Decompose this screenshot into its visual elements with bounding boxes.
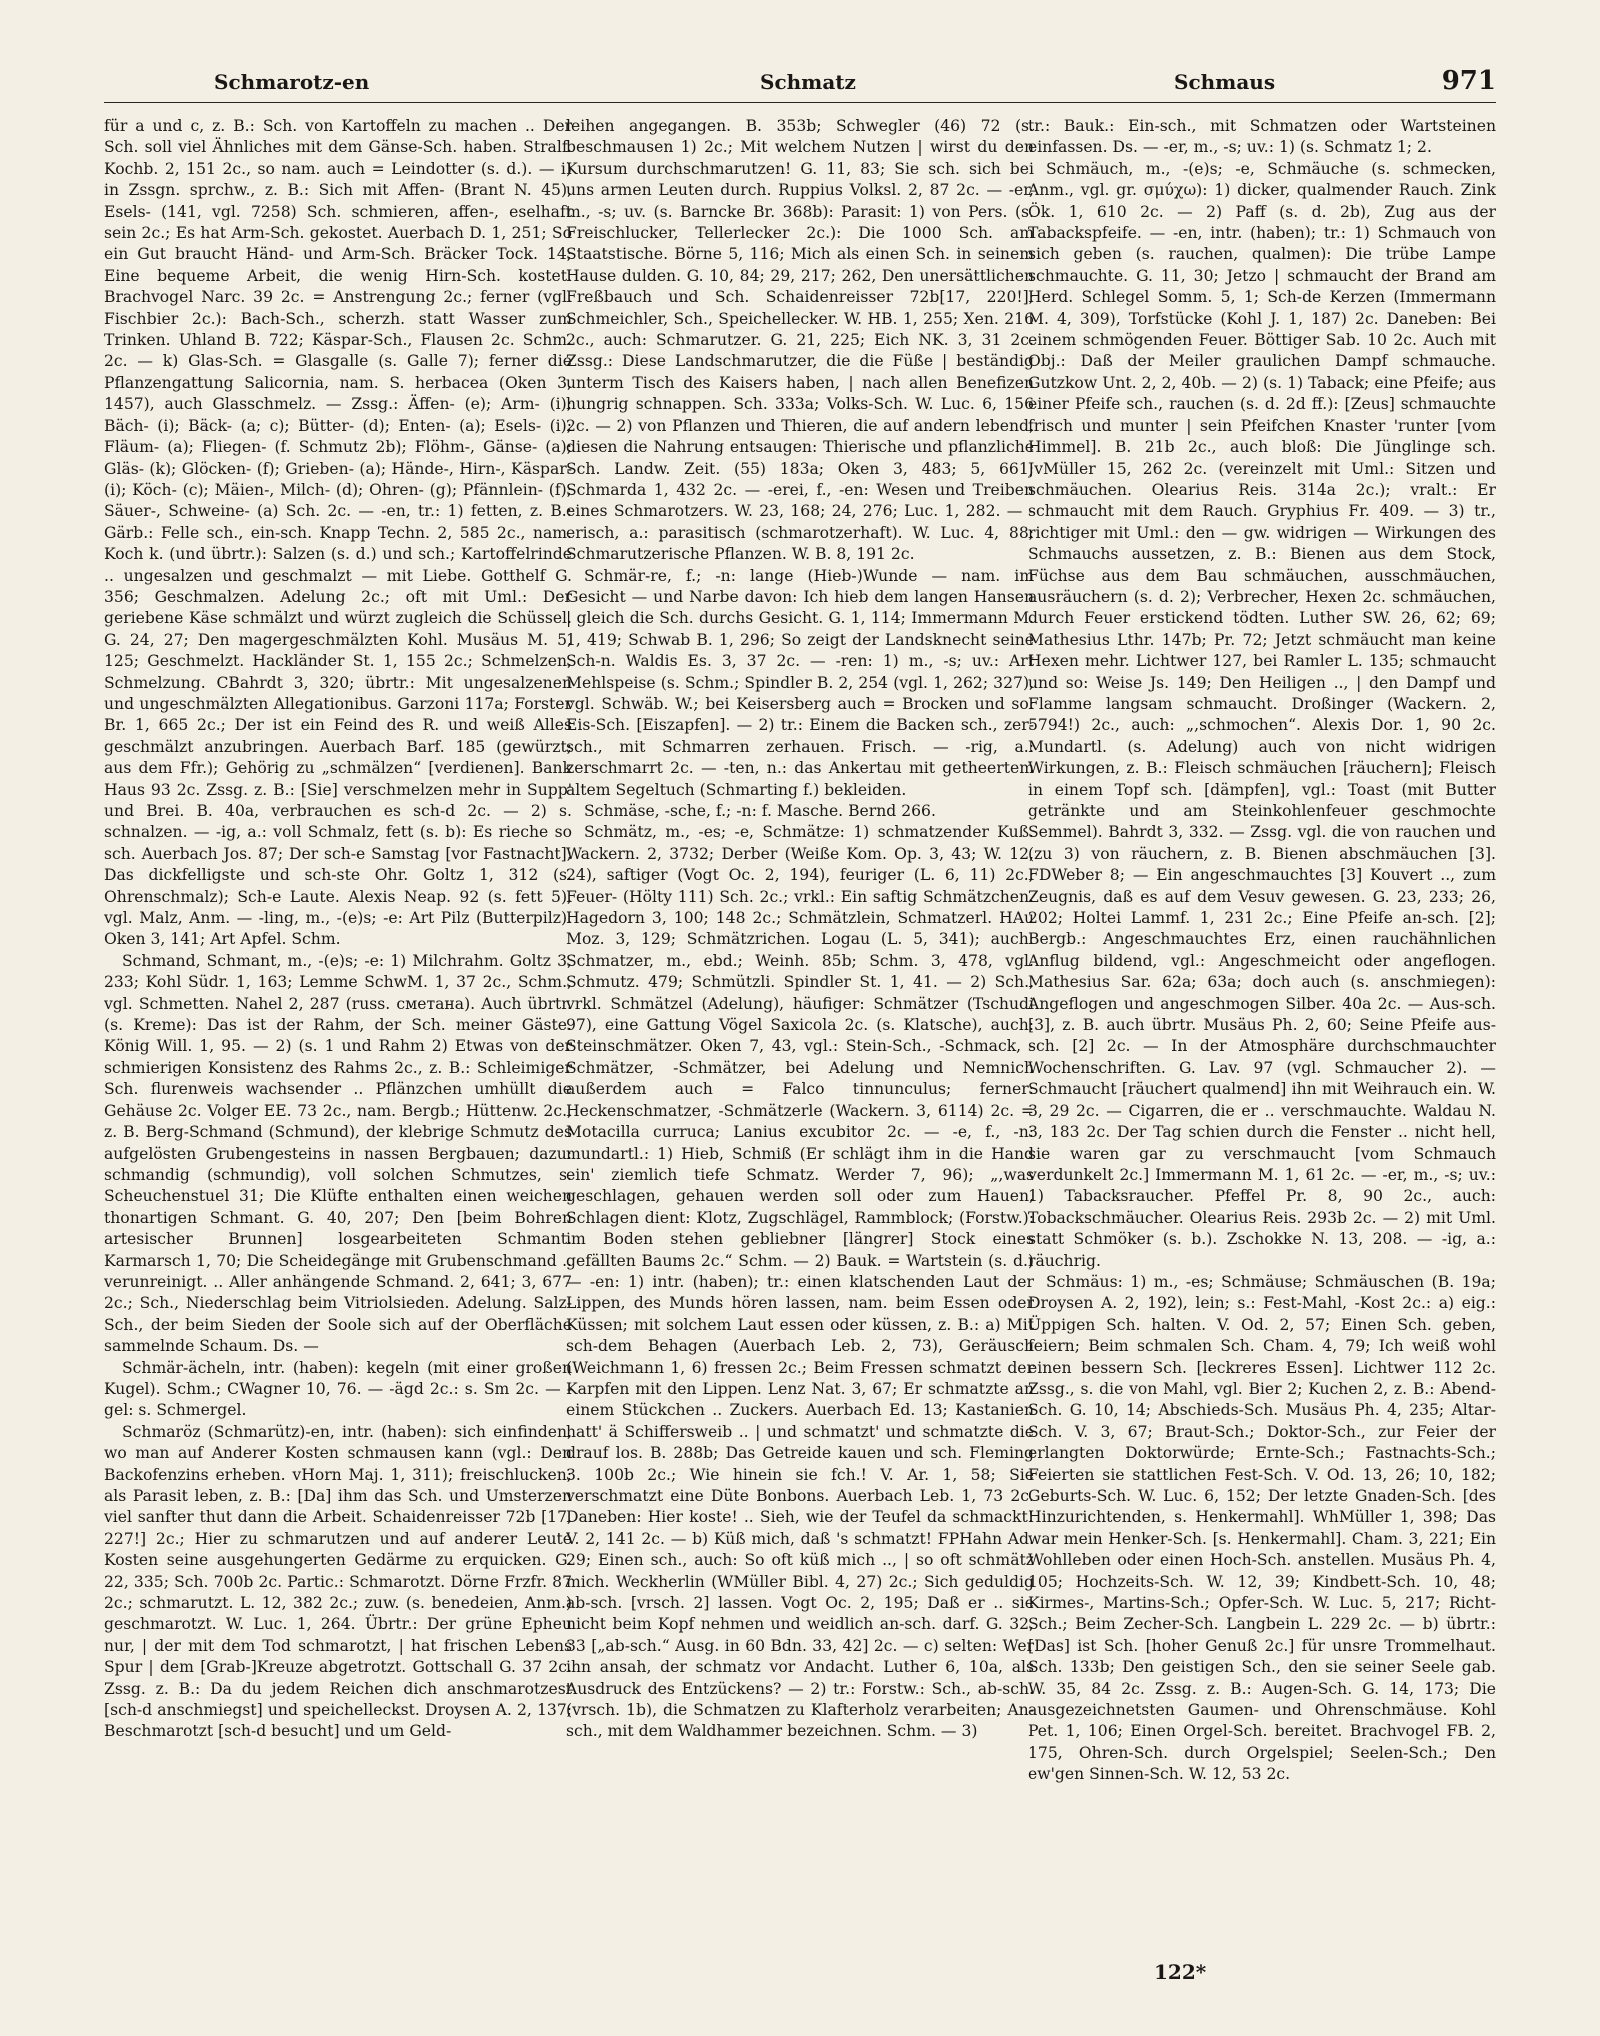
- column-3: [1028, 116, 1496, 1956]
- column-3-paragraph: tr.: Bauk.: Ein-sch., mit Schmatzen oder Wartsteinen einfassen. Ds. — -er, m., -s; uv.: 1) (s. Schmatz 1; 2.: [1028, 117, 1496, 157]
- column-1: [104, 116, 572, 1956]
- header-left-catchword: Schmarotz-en: [214, 70, 370, 94]
- entry-schmaracheln: Schmär-ächeln, intr. (haben): kegeln (mit einer großen Kugel). Schm.; CWagner 10, 76. — -ägd 2c.: s. Sm 2c. — -gel: s. Schmergel.: [104, 1358, 572, 1420]
- header-center-catchword: Schmatz: [760, 70, 856, 94]
- entry-schmatz: Schmätz, m., -es; -e, Schmätze: 1) schmatzender Kuß. Wackern. 2, 3732; Derber (Weiße Kom. Op. 3, 43; W. 12, 24), saftiger (Vogt Oc. 2, 194), feuriger (L. 6, 11) 2c.; Feuer- (Hölty 111) Sch. 2c.; vrkl.: Ein saftig Schmätzchen. Hagedorn 3, 100; 148 2c.; Schmätzlein, Schmatzerl. HAu Moz. 3, 129; Schmätzrichen. Logau (L. 5, 341); auch: Schmatzer, m., ebd.; Weinh. 85b; Schm. 3, 478, vgl. Schmutz. 479; Schmützli. Spindler St. 1, 41. — 2) Sch., vrkl. Schmätzel (Adelung), häufiger: Schmätzer (Tschudi 97), eine Gattung Vögel Saxicola 2c. (s. Klatsche), auch: Steinschmätzer. Oken 7, 43, vgl.: Stein-Sch., -Schmack, -Schmätzer, -Schmätzer, bei Adelung und Nemnich außerdem auch = Falco tinnunculus; ferner: Heckenschmatzer, -Schmätzerle (Wackern. 3, 6114) 2c. = Motacilla curruca; Lanius excubitor 2c. — -e, f., -n: mundartl.: 1) Hieb, Schmiß (Er schlägt ihm in die Hand ein' ziemlich tiefe Schmatz. Werder 7, 96); „,was geschlagen, gehauen werden soll oder zum Hauen, Schlagen dient: Klotz, Zugschlägel, Rammblock; (Forstw.): im Boden stehen gebliebner [längrer] Stock eines gefällten Baums 2c.“ Schm. — 2) Bauk. = Wartstein (s. d.) — -en: 1) intr. (haben); tr.: einen klatschenden Laut der Lippen, des Munds hören lassen, nam. beim Essen oder Küssen; mit solchem Laut essen oder küssen, z. B.: a) Mit sch-dem Behagen (Auerbach Leb. 2, 73), Geräusch (Weichmann 1, 6) fressen 2c.; Beim Fressen schmatzt der Karpfen mit den Lippen. Lenz Nat. 3, 67; Er schmatzte an einem Stückchen .. Zuckers. Auerbach Ed. 13; Kastanien hatt' ä Schiffersweib .. | und schmatzt' und schmatzte die drauf los. B. 288b; Das Getreide kauen und sch. Fleming 3. 100b 2c.; Wie hinein sie fch.! V. Ar. 1, 58; Sie verschmatzt eine Düte Bonbons. Auerbach Leb. 1, 73 2c. Daneben: Hier koste! .. Sieh, wie der Teufel da schmackt! V. 2, 141 2c. — b) Küß mich, daß 's schmatzt! FPHahn Ad. 29; Einen sch., auch: So oft küß mich .., | so oft schmätz mich. Weckherlin (WMüller Bibl. 4, 27) 2c.; Sich geduldig ab-sch. [vrsch. 2] lassen. Vogt Oc. 2, 195; Daß er .. sie nicht beim Kopf nehmen und weidlich an-sch. darf. G. 32, 33 [„ab-sch.“ Ausg. in 60 Bdn. 33, 42] 2c. — c) selten: Wer ihn ansah, der schmatz vor Andacht. Luther 6, 10a, als Ausdruck des Entzückens? — 2) tr.: Forstw.: Sch., ab-sch. (vrsch. 1b), die Schmatzen zu Klafterholz verarbeiten; An-sch., mit dem Waldhammer bezeichnen. Schm. — 3): [566, 823, 1034, 1741]
- entry-schmase: Schmäse, -sche, f.; -n: f. Masche. Bernd 266.: [584, 802, 936, 820]
- entry-schmarotzen: Schmaröz (Schmarütz)-en, intr. (haben): sich einfinden, wo man auf Anderer Kosten schmausen kann (vgl.: Den Backofenzins erheben. vHorn Maj. 1, 311); freischlucken; als Parasit leben, z. B.: [Da] ihm das Sch. und Umsterzen viel sanfter thut dann die Arbeit. Schaidenreisser 72b [17, 227!] 2c.; Hier zu schmarutzen und auf anderer Leute Kosten seine ausgehungerten Gedärme zu erquicken. G. 22, 335; Sch. 700b 2c. Partic.: Schmarotzt. Dörne Frzfr. 87 2c.; schmarutzt. L. 12, 382 2c.; zuw. (s. benedeien, Anm.) geschmarotzt. W. Luc. 1, 264. Übrtr.: Der grüne Epheu nur, | der mit dem Tod schmarotzt, | hat frischen Lebens Spur | dem [Grab-]Kreuze abgetrotzt. Gottschall G. 37 2c. Zssg. z. B.: Da du jedem Reichen dich anschmarotzest [sch-d anschmiegst] und speichelleckst. Droysen A. 2, 137; Beschmarotzt [sch-d besucht] und um Geld-: [104, 1422, 572, 1741]
- header-right-catchword: Schmaus: [1174, 70, 1276, 94]
- entry-schmand: Schmand, Schmant, m., -(e)s; -e: 1) Milchrahm. Goltz 3, 233; Kohl Südr. 1, 163; Lemme SchwM. 1, 37 2c., Schm., vgl. Schmetten. Nahel 2, 287 (russ. сметана). Auch übrtr. (s. Kreme): Das ist der Rahm, der Sch. meiner Gäste. König Will. 1, 95. — 2) (s. 1 und Rahm 2) Etwas von der schmierigen Konsistenz des Rahms 2c., z. B.: Schleimiger Sch. flurenweis wachsender .. Pflänzchen umhüllt die Gehäuse 2c. Volger EE. 73 2c., nam. Bergb.; Hüttenw. 2c., z. B. Berg-Schmand (Schmund), der klebrige Schmutz des aufgelösten Grubengesteins in nassen Bergbauen; dazu: schmandig (schmundig), voll solchen Schmutzes, s. Scheuchenstuel 31; Die Klüfte enthalten einen weichen thonartigen Schmant. G. 40, 207; Den [beim Bohren artesischer Brunnen] losgearbeiteten Schmant. Karmarsch 1, 70; Die Scheidegänge mit Grubenschmand .. verunreinigt. .. Aller anhängende Schmand. 2, 641; 3, 677 2c.; Sch., Niederschlag beim Vitriolsieden. Adelung. Salz-Sch., der beim Sieden der Soole sich auf der Oberfläche sammelnde Schaum. Ds. —: [104, 951, 572, 1356]
- page-number: 971: [1441, 66, 1496, 96]
- header-rule: [104, 102, 1496, 103]
- running-header: [104, 62, 1496, 102]
- entry-schmarre: Schmär-re, f.; -n: lange (Hieb-)Wunde — nam. im Gesicht — und Narbe davon: Ich hieb dem langen Hansen | gleich die Sch. durchs Gesicht. G. 1, 114; Immermann M. 1, 419; Schwab B. 1, 296; So zeigt der Landsknecht seine Sch-n. Waldis Es. 3, 37 2c. — -ren: 1) m., -s; uv.: Art Mehlspeise (s. Schm.; Spindler B. 2, 254 (vgl. 1, 262; 327), vgl. Schwäb. W.; bei Keisersberg auch = Brocken und so: Eis-Sch. [Eiszapfen]. — 2) tr.: Einem die Backen sch., zer-sch., mit Schmarren zerhauen. Frisch. — -rig, a.: zerschmarrt 2c. — -ten, n.: das Ankertau mit getheertem altem Segeltuch (Schmarting f.) bekleiden.: [566, 566, 1034, 799]
- column-2: [566, 116, 1034, 1956]
- signature-mark: 122*: [1154, 1960, 1207, 1984]
- entry-schmaus: Schmäus: 1) m., -es; Schmäuse; Schmäuschen (B. 19a; Droysen A. 2, 192), lein; s.: Fest-Mahl, -Kost 2c.: a) eig.: Üppigen Sch. halten. V. Od. 2, 57; Einen Sch. geben, feiern; Beim schmalen Sch. Cham. 4, 79; Ich weiß wohl einen bessern Sch. [leckreres Essen]. Lichtwer 112 2c. Zssg., s. die von Mahl, vgl. Bier 2; Kuchen 2, z. B.: Abend-Sch. G. 10, 14; Abschieds-Sch. Musäus Ph. 4, 235; Altar-Sch. V. 3, 67; Braut-Sch.; Doktor-Sch., zur Feier der erlangten Doktorwürde; Ernte-Sch.; Fastnachts-Sch.; Feierten sie stattlichen Fest-Sch. V. Od. 13, 26; 10, 182; Geburts-Sch. W. Luc. 6, 152; Der letzte Gnaden-Sch. [des Hinzurichtenden, s. Henkermahl]. WhMüller 1, 398; Das war mein Henker-Sch. [s. Henkermahl]. Cham. 3, 221; Ein Wohlleben oder einen Hoch-Sch. anstellen. Musäus Ph. 4, 105; Hochzeits-Sch. W. 12, 39; Kindbett-Sch. 10, 48; Kirmes-, Martins-Sch.; Opfer-Sch. W. Luc. 5, 217; Richt-Sch.; Beim Zecher-Sch. Langbein L. 229 2c. — b) übrtr.: [Das] ist Sch. [hoher Genuß 2c.] für unsre Trommelhaut. Sch. 133b; Den geistigen Sch., den sie seiner Seele gab. W. 35, 84 2c. Zssg. z. B.: Augen-Sch. G. 14, 173; Die ausgezeichnetsten Gaumen- und Ohrenschmäuse. Kohl Pet. 1, 106; Einen Orgel-Sch. bereitet. Brachvogel FB. 2, 175, Ohren-Sch. durch Orgelspiel; Seelen-Sch.; Den ew'gen Sinnen-Sch. W. 12, 53 2c.: [1028, 1272, 1496, 1784]
- entry-schmauch: Schmäuch, m., -(e)s; -e, Schmäuche (s. schmecken, Anm., vgl. gr. σμύχω): 1) dicker, qualmender Rauch. Zink Ök. 1, 610 2c. — 2) Paff (s. d. 2b), Zug aus der Tabackspfeife. — -en, intr. (haben); tr.: 1) Schmauch von sich geben (s. rauchen, qualmen): Die trübe Lampe schmauchte. G. 11, 30; Jetzo | schmaucht der Brand am Herd. Schlegel Somm. 5, 1; Sch-de Kerzen (Immermann M. 4, 309), Torfstücke (Kohl J. 1, 187) 2c. Daneben: Bei einem schmögenden Feuer. Böttiger Sab. 10 2c. Auch mit Obj.: Daß der Meiler graulichen Dampf schmauche. Gutzkow Unt. 2, 2, 40b. — 2) (s. 1) Taback; eine Pfeife; aus einer Pfeife sch., rauchen (s. d. 2d ff.): [Zeus] schmauchte frisch und munter | sein Pfeifchen Knaster 'runter [vom Himmel]. B. 21b 2c., auch bloß: Die Jünglinge sch. JvMüller 15, 262 2c. (vereinzelt mit Uml.: Sitzen und schmäuchen. Olearius Reis. 314a 2c.); vralt.: Er schmaucht mit dem Rauch. Gryphius Fr. 409. — 3) tr., richtiger mit Uml.: den — gw. widrigen — Wirkungen des Schmauchs aussetzen, z. B.: Bienen aus dem Stock, Füchse aus dem Bau schmäuchen, ausschmäuchen, ausräuchern (s. d. 2); Verbrecher, Hexen 2c. schmäuchen, durch Feuer erstickend tödten. Luther SW. 26, 62; 69; Mathesius Lthr. 147b; Pr. 72; Jetzt schmäucht man keine Hexen mehr. Lichtwer 127, bei Ramler L. 135; schmaucht und so: Weise Js. 149; Den Heiligen .., | den Dampf und Flamme langsam schmaucht. Droßinger (Wackern. 2, 5794!) 2c., auch: „,schmochen“. Alexis Dor. 1, 90 2c. Mundartl. (s. Adelung) auch von nicht widrigen Wirkungen, z. B.: Fleisch schmäuchen [räuchern]; Fleisch in einem Topf sch. [dämpfen], vgl.: Toast (mit Butter getränkte und am Steinkohlenfeuer geschmochte Semmel). Bahrdt 3, 332. — Zssg. vgl. die von rauchen und (zu 3) von räuchern, z. B. Bienen abschmäuchen [3]. FDWeber 8; — Ein angeschmauchtes [3] Kouvert .., zum Zeugnis, daß es auf dem Vesuv gewesen. G. 23, 233; 26, 202; Holtei Lammf. 1, 231 2c.; Eine Pfeife an-sch. [2]; Bergb.: Angeschmauchtes Erz, einen rauchähnlichen Anflug bildend, vgl.: Angeschmeicht oder angeflogen. Mathesius Sar. 62a; 63a; doch auch (s. anschmiegen): Angeflogen und angeschmogen Silber. 40a 2c. — Aus-sch. [3], z. B. auch übrtr. Musäus Ph. 2, 60; Seine Pfeife aus-sch. [2] 2c. — In der Atmosphäre durchschmauchter Wochenschriften. G. Lav. 97 (vgl. Schmaucher 2). — Schmaucht [räuchert qualmend] ihn mit Weihrauch ein. W. 3, 29 2c. — Cigarren, die er .. verschmauchte. Waldau N. 3, 183 2c. Der Tag schien durch die Fenster .. nicht hell, sie waren gar zu verschmaucht [vom Schmauch verdunkelt 2c.] Immermann M. 1, 61 2c. — -er, m., -s; uv.: 1) Tabacksraucher. Pfeffel Pr. 8, 90 2c., auch: Tobackschmäucher. Olearius Reis. 293b 2c. — 2) mit Uml. statt Schmöker (s. b.). Zschokke N. 13, 208. — -ig, a.: räuchrig.: [1028, 159, 1496, 1270]
- column-2-paragraph: leihen angegangen. B. 353b; Schwegler (46) 72 (s. beschmausen 1) 2c.; Mit welchem Nutzen | wirst du den Kursum durchschmarutzen! G. 11, 83; Sie sch. sich bei uns armen Leuten durch. Ruppius Volksl. 2, 87 2c. — -er, m., -s; uv. (s. Barncke Br. 368b): Parasit: 1) von Pers. (s. Freischlucker, Tellerlecker 2c.): Die 1000 Sch. am Staatstische. Börne 5, 116; Mich als einen Sch. in seinem Hause dulden. G. 10, 84; 29, 217; 262, Den unersättlichen Freßbauch und Sch. Schaidenreisser 72b[17, 220!]; Schmeichler, Sch., Speichellecker. W. HB. 1, 255; Xen. 216 2c., auch: Schmarutzer. G. 21, 225; Eich NK. 3, 31 2c. Zssg.: Diese Landschmarutzer, die die Füße | beständig unterm Tisch des Kaisers haben, | nach allen Benefizen hungrig schnappen. Sch. 333a; Volks-Sch. W. Luc. 6, 156 2c. — 2) von Pflanzen und Thieren, die auf andern lebend, diesen die Nahrung entsaugen: Thierische und pflanzliche Sch. Landw. Zeit. (55) 183a; Oken 3, 483; 5, 661; Schmarda 1, 432 2c. — -erei, f., -en: Wesen und Treiben eines Schmarotzers. W. 23, 168; 24, 276; Luc. 1, 282. — -erisch, a.: parasitisch (schmarotzerhaft). W. Luc. 4, 88; Schmarutzerische Pflanzen. W. B. 8, 191 2c.: [566, 117, 1034, 564]
- column-1-paragraph: für a und c, z. B.: Sch. von Kartoffeln zu machen .. Der Sch. soll viel Ähnliches mit dem Gänse-Sch. haben. Stralf. Kochb. 2, 151 2c., so nam. auch = Leindotter (s. d.). — i) in Zssgn. sprchw., z. B.: Sich mit Affen- (Brant N. 45), Esels- (141, vgl. 7258) Sch. schmieren, affen-, eselhaft sein 2c.; Es hat Arm-Sch. gekostet. Auerbach D. 1, 251; So ein Gut braucht Händ- und Arm-Sch. Bräcker Tock. 14; Eine bequeme Arbeit, die wenig Hirn-Sch. kostet. Brachvogel Narc. 39 2c. = Anstrengung 2c.; ferner (vgl. Fischbier 2c.): Bach-Sch., scherzh. statt Wasser zum Trinken. Uhland B. 722; Käspar-Sch., Flausen 2c. Schm. 2c. — k) Glas-Sch. = Glasgalle (s. Galle 7); ferner die Pflanzengattung Salicornia, nam. S. herbacea (Oken 3, 1457), auch Glasschmelz. — Zssg.: Äffen- (e); Arm- (i); Bäch- (i); Bäck- (a; c); Bütter- (d); Enten- (a); Esels- (i); Fläum- (a); Fliegen- (f. Schmutz 2b); Flöhm-, Gänse- (a); Gläs- (k); Glöcken- (f); Grieben- (a); Hände-, Hirn-, Käspar- (i); Köch- (c); Mäien-, Milch- (d); Ohren- (g); Pfännlein- (f); Säuer-, Schweine- (a) Sch. 2c. — -en, tr.: 1) fetten, z. B.: Gärb.: Felle sch., ein-sch. Knapp Techn. 2, 585 2c., nam. Koch k. (und übrtr.): Salzen (s. d.) und sch.; Kartoffelrinde .. ungesalzen und geschmalzt — mit Liebe. Gotthelf G. 356; Geschmalzen. Adelung 2c.; oft mit Uml.: Der geriebene Käse schmälzt und würzt zugleich die Schüssel. G. 24, 27; Den magergeschmälzten Kohl. Musäus M. 5, 125; Geschmelzt. Hackländer St. 1, 155 2c.; Schmelzen, Schmelzung. CBahrdt 3, 320; übrtr.: Mit ungesalzenen und ungeschmälzten Allegationibus. Garzoni 117a; Forster Br. 1, 665 2c.; Der ist ein Feind des R. und weiß Alles geschmälzt anzubringen. Auerbach Barf. 185 (gewürzt; aus dem Ffr.); Gehörig zu „schmälzen“ [verdienen]. Bank Haus 93 2c. Zssg. z. B.: [Sie] verschmelzen mehr in Supp' und Brei. B. 40a, verbrauchen es sch-d 2c. — 2) s. schnalzen. — -ig, a.: voll Schmalz, fett (s. b): Es rieche so sch. Auerbach Jos. 87; Der sch-e Samstag [vor Fastnacht]; Das dickfelligste und sch-ste Ohr. Goltz 1, 312 (s. Ohrenschmalz); Sch-e Laute. Alexis Neap. 92 (s. fett 5), vgl. Malz, Anm. — -ling, m., -(e)s; -e: Art Pilz (Butterpilz). Oken 3, 141; Art Apfel. Schm.: [104, 117, 572, 949]
